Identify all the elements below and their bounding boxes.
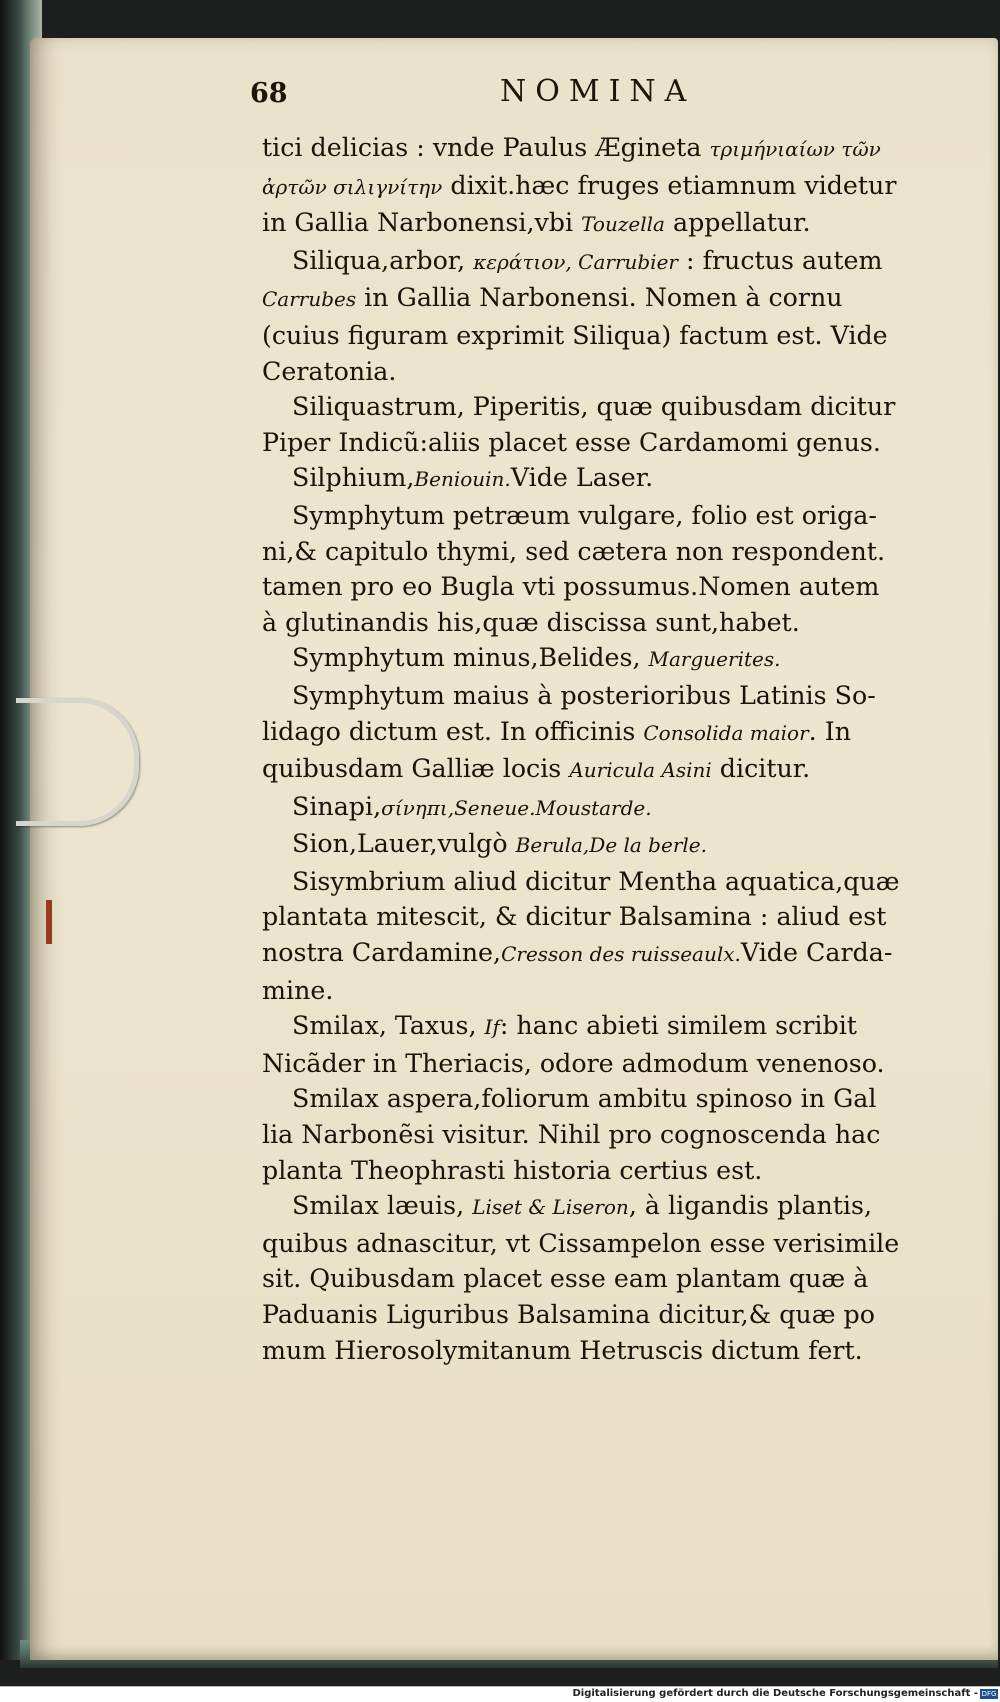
text-line xyxy=(262,318,922,354)
text-line xyxy=(262,789,922,827)
text-line xyxy=(262,751,922,789)
text-run: Vide Laser. xyxy=(510,463,654,493)
italic-term: Touzella xyxy=(581,212,665,237)
italic-term: Cresson des ruisseaulx. xyxy=(501,942,741,967)
text-line xyxy=(262,168,922,206)
text-line xyxy=(262,534,922,570)
running-title: NOMINA xyxy=(500,74,696,109)
text-run: Vide Carda- xyxy=(740,938,893,968)
text-run: quibusdam Galliæ locis xyxy=(262,754,570,784)
text-run: Smilax aspera,foliorum ambitu spinoso in Gal xyxy=(292,1084,877,1114)
text-run: Symphytum maius à posterioribus Latinis So- xyxy=(292,680,876,710)
text-line xyxy=(262,864,922,900)
text-run: Siliquastrum, Piperitis, quæ quibusdam dicitur xyxy=(292,392,896,422)
text-run: Nicãder in Theriacis, odore admodum venenoso. xyxy=(262,1048,885,1078)
text-run: sit. Quibusdam placet esse eam plantam quæ à xyxy=(262,1264,869,1294)
text-line xyxy=(262,389,922,425)
text-line xyxy=(262,973,922,1009)
body-text xyxy=(262,130,922,1368)
text-line xyxy=(262,243,922,281)
italic-term: Auricula Asini xyxy=(569,758,712,783)
text-run: in Gallia Narbonensi. Nomen à cornu xyxy=(356,283,843,313)
text-line xyxy=(262,714,922,752)
text-run: (cuius figuram exprimit Siliqua) factum est. Vide xyxy=(262,320,888,350)
text-line xyxy=(262,1081,922,1117)
italic-term: Berula,De la berle. xyxy=(515,833,707,858)
text-line xyxy=(262,498,922,534)
text-line xyxy=(262,460,922,498)
text-run: in Gallia Narbonensi,vbi xyxy=(262,208,582,238)
paper-clip-icon xyxy=(16,698,139,826)
text-line xyxy=(262,130,922,168)
text-line xyxy=(262,280,922,318)
text-run: dicitur. xyxy=(711,754,811,784)
text-run: dixit.hæc fruges etiamnum videtur xyxy=(442,170,897,200)
text-run: nostra Cardamine, xyxy=(262,938,502,968)
bookmark-ribbon xyxy=(46,900,52,944)
text-line xyxy=(262,1188,922,1226)
italic-term: Carrubes xyxy=(262,287,357,312)
text-line xyxy=(262,1008,922,1046)
text-run: mum Hierosolymitanum Hetruscis dictum fert. xyxy=(262,1335,863,1365)
text-run: Smilax, Taxus, xyxy=(292,1011,485,1041)
text-line xyxy=(262,205,922,243)
text-line xyxy=(262,826,922,864)
text-run: à glutinandis his,quæ discissa sunt,habet. xyxy=(262,607,800,637)
italic-term: κεράτιον, Carrubier xyxy=(473,249,678,274)
italic-term: ἀρτῶν σιλιγνίτην xyxy=(262,174,443,199)
italic-term: Marguerites. xyxy=(648,647,781,672)
text-line xyxy=(262,1297,922,1333)
text-run: . In xyxy=(808,716,852,746)
digitization-credit: Digitalisierung gefördert durch die Deutsche Forschungsgemeinschaft - xyxy=(572,1688,978,1699)
text-run: tamen pro eo Bugla vti possumus.Nomen autem xyxy=(262,572,880,602)
text-run: appellatur. xyxy=(664,208,811,238)
text-run: Siliqua,arbor, xyxy=(292,245,474,275)
italic-term: σίνηπι,Seneue.Moustarde. xyxy=(381,795,652,820)
text-run: plantata mitescit, & dicitur Balsamina : aliud est xyxy=(262,902,887,932)
text-run: Symphytum petræum vulgare, folio est origa- xyxy=(292,500,877,530)
text-run: , à ligandis plantis, xyxy=(628,1191,873,1221)
italic-term: Beniouin. xyxy=(414,467,511,492)
italic-term: If xyxy=(484,1015,500,1040)
text-run: quibus adnascitur, vt Cissampelon esse verisimile xyxy=(262,1228,900,1258)
text-run: planta Theophrasti historia certius est. xyxy=(262,1155,763,1185)
text-line xyxy=(262,899,922,935)
text-run: lidago dictum est. In officinis xyxy=(262,716,644,746)
text-line xyxy=(262,569,922,605)
text-line xyxy=(262,1117,922,1153)
text-run: Silphium, xyxy=(292,463,415,493)
text-run: Sisymbrium aliud dicitur Mentha aquatica,quæ xyxy=(292,866,900,896)
text-run: Ceratonia. xyxy=(262,356,397,386)
dfg-logo-icon: DFG xyxy=(981,1690,997,1698)
text-run: : fructus autem xyxy=(677,245,883,275)
italic-term: Liset & Liseron xyxy=(472,1195,629,1220)
text-line xyxy=(262,640,922,678)
text-run: lia Narbonẽsi visitur. Nihil pro cognoscenda hac xyxy=(262,1120,881,1150)
text-line xyxy=(262,605,922,641)
digitization-footer xyxy=(0,1686,1000,1702)
text-line xyxy=(262,1261,922,1297)
text-run: Paduanis Liguribus Balsamina dicitur,& quæ po xyxy=(262,1300,875,1329)
text-line xyxy=(262,935,922,973)
text-line xyxy=(262,425,922,461)
text-line xyxy=(262,1333,922,1369)
text-line xyxy=(262,1153,922,1189)
text-run: Piper Indicũ:aliis placet esse Cardamomi genus. xyxy=(262,427,881,457)
text-run: tici delicias : vnde Paulus Ægineta xyxy=(262,133,710,162)
text-line xyxy=(262,678,922,714)
text-run: mine. xyxy=(262,975,334,1005)
text-run: ni,& capitulo thymi, sed cætera non respondent. xyxy=(262,536,886,566)
text-run: : hanc abieti similem scribit xyxy=(499,1011,857,1041)
page-header xyxy=(250,74,950,118)
text-run: Sinapi, xyxy=(292,791,382,821)
text-line xyxy=(262,1226,922,1262)
text-line xyxy=(262,1046,922,1082)
text-line xyxy=(262,354,922,390)
text-run: Smilax læuis, xyxy=(292,1191,473,1221)
text-run: Symphytum minus,Belides, xyxy=(292,643,649,673)
italic-term: Consolida maior xyxy=(643,720,809,745)
italic-term: τριμήνιαίων τῶν xyxy=(709,137,881,161)
page-number: 68 xyxy=(250,78,288,109)
text-run: Sion,Lauer,vulgò xyxy=(292,829,516,859)
